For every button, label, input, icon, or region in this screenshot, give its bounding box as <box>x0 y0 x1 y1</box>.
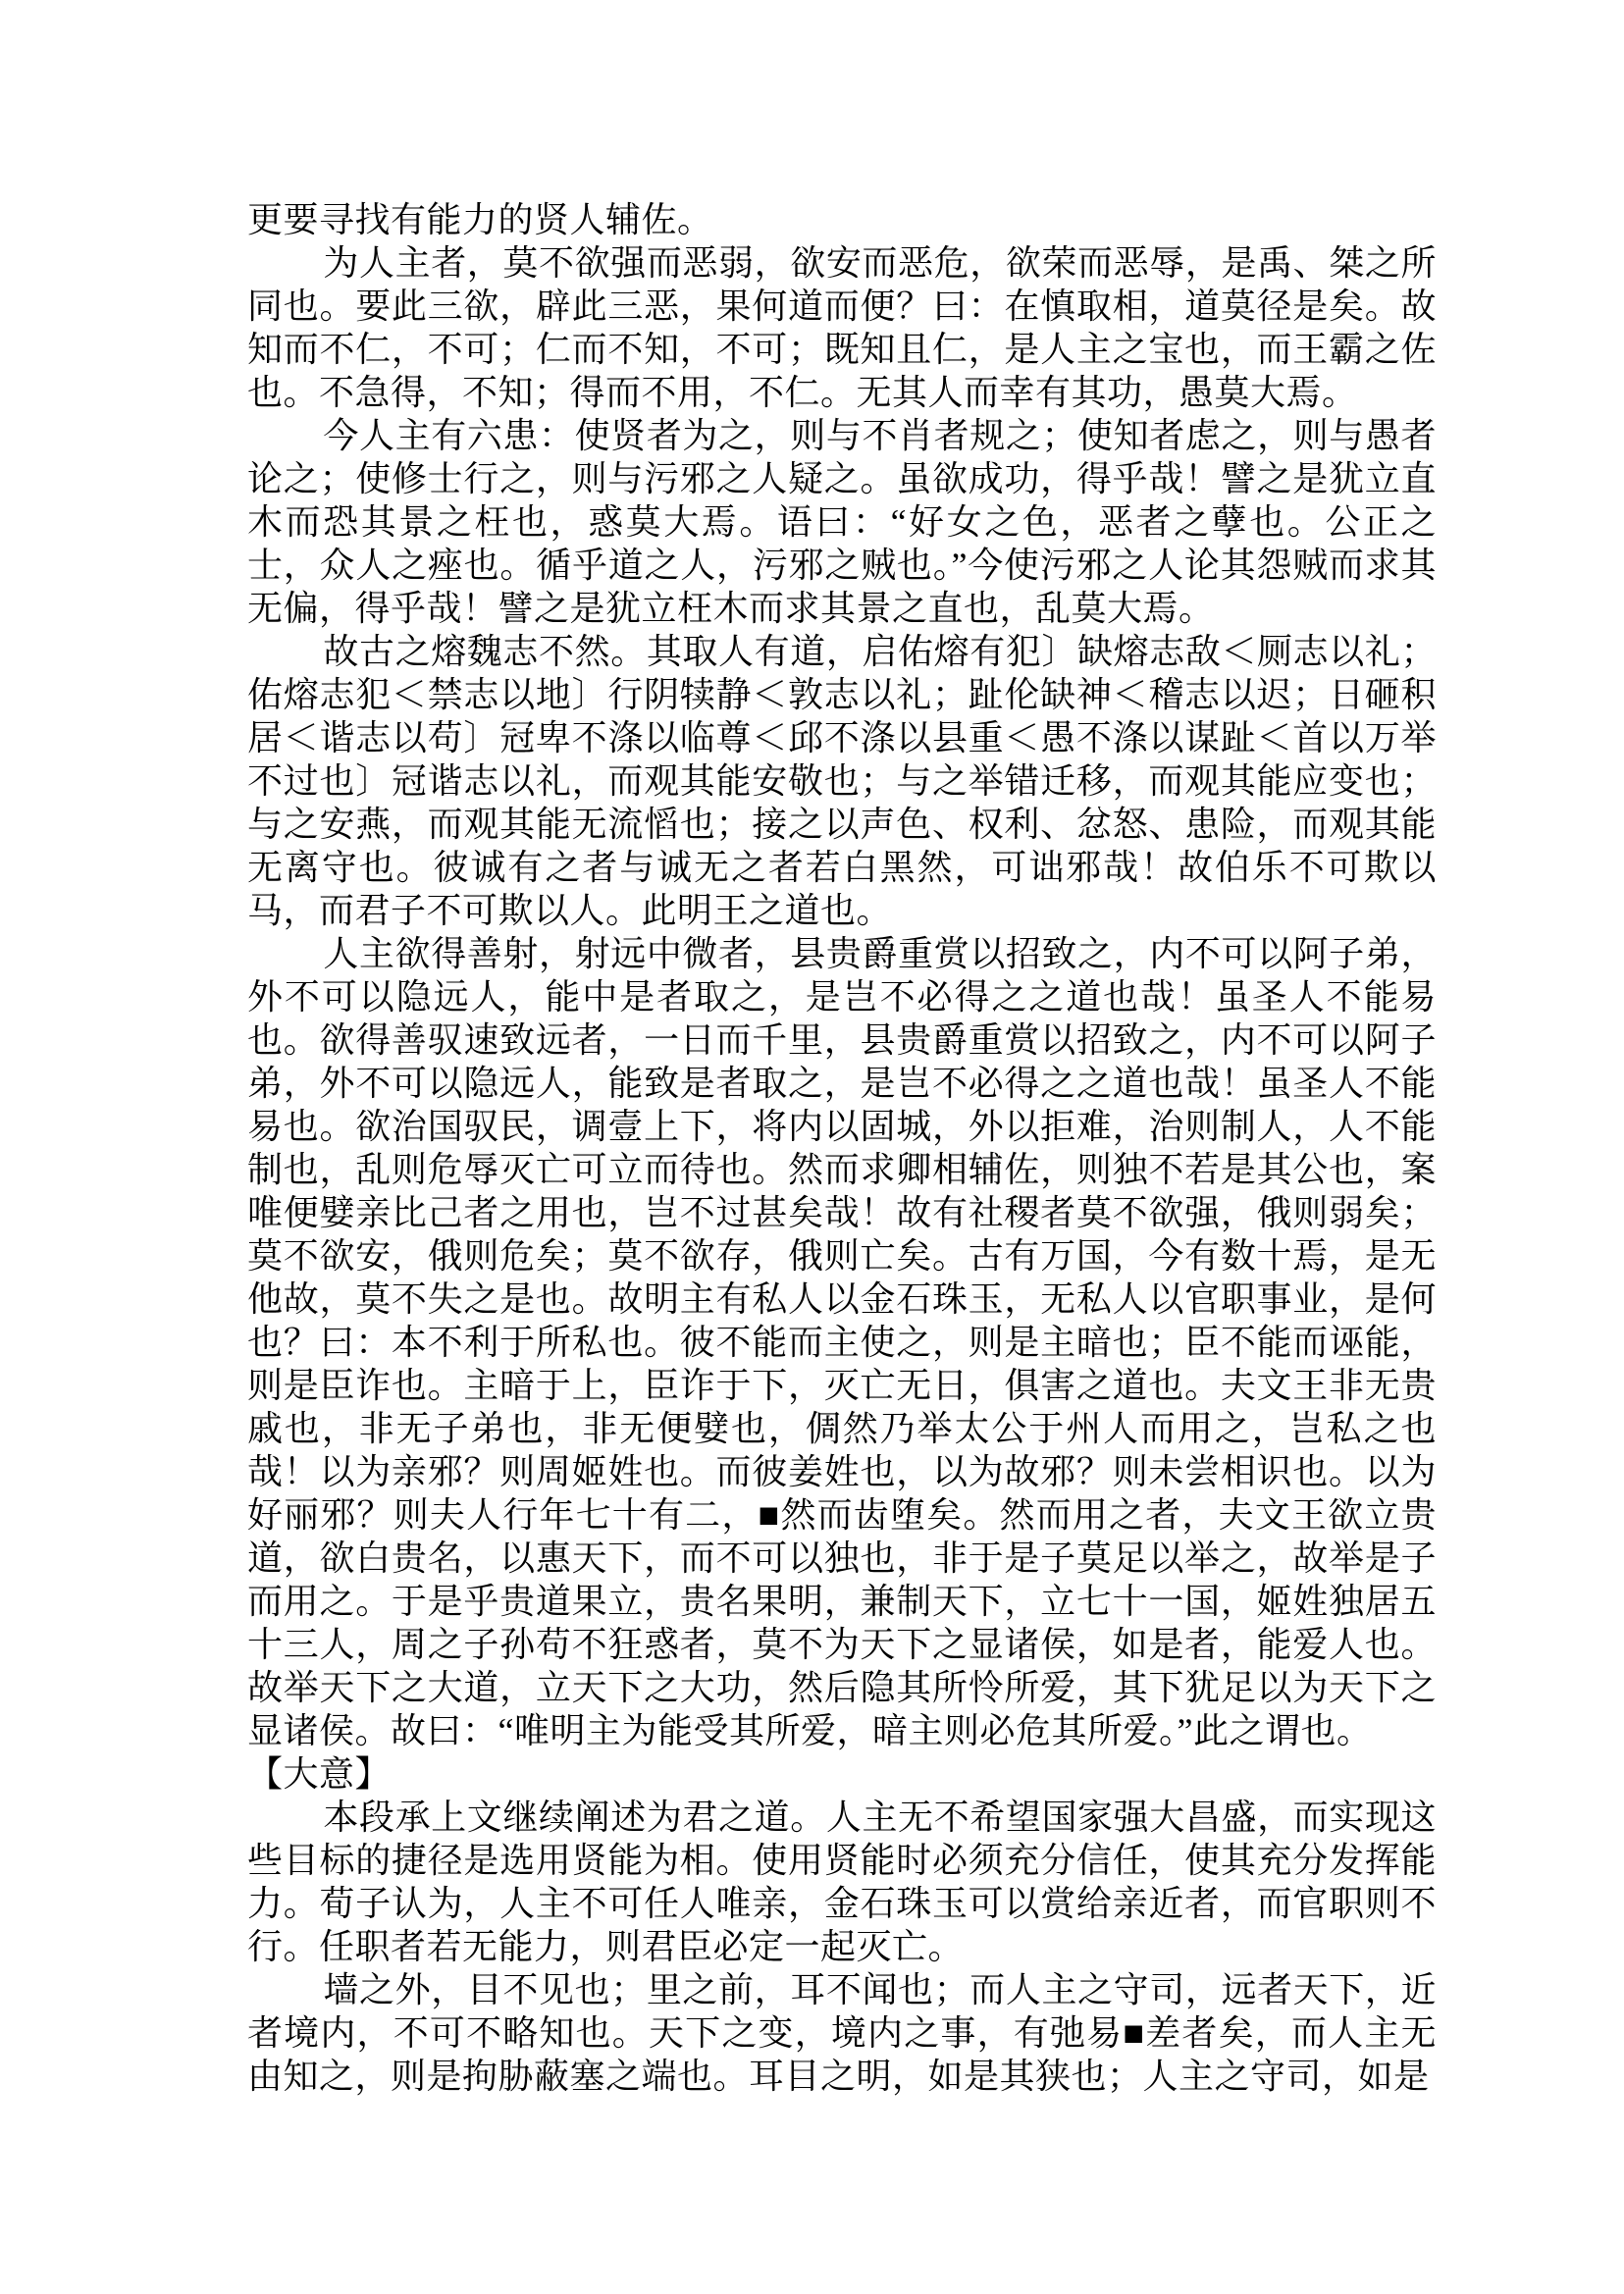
text-body <box>247 198 1437 2098</box>
paragraph: 本段承上文继续阐述为君之道。人主无不希望国家强大昌盛，而实现这些目标的捷径是选用贤能为相。使用贤能时必须充分信任，使其充分发挥能力。荀子认为，人主不可任人唯亲，金石珠玉可以赏给亲近者，而官职则不行。任职者若无能力，则君臣必定一起灭亡。 <box>247 1798 1437 1966</box>
paragraph: 为人主者，莫不欲强而恶弱，欲安而恶危，欲荣而恶辱，是禹、桀之所同也。要此三欲，辟此三恶，果何道而便？曰：在慎取相，道莫径是矣。故知而不仁，不可；仁而不知，不可；既知且仁，是人主之宝也，而王霸之佐也。不急得，不知；得而不用，不仁。无其人而幸有其功，愚莫大焉。 <box>247 243 1437 412</box>
section-heading: 【大意】 <box>247 1754 392 1794</box>
paragraph: 今人主有六患：使贤者为之，则与不肖者规之；使知者虑之，则与愚者论之；使修士行之，则与污邪之人疑之。虽欲成功，得乎哉！譬之是犹立直木而恐其景之枉也，惑莫大焉。语曰：“好女之色，恶者之孽也。公正之士，众人之痤也。循乎道之人，污邪之贼也。”今使污邪之人论其怨贼而求其无偏，得乎哉！譬之是犹立枉木而求其景之直也，乱莫大焉。 <box>247 416 1437 628</box>
paragraph: 墙之外，目不见也；里之前，耳不闻也；而人主之守司，远者天下，近者境内，不可不略知也。天下之变，境内之事，有弛易■差者矣，而人主无由知之，则是拘胁蔽塞之端也。耳目之明，如是其狭也；人主之守司，如是 <box>247 1970 1437 2096</box>
paragraph: 故古之熔魏志不然。其取人有道，启佑熔有犯〕缺熔志敌＜厕志以礼；佑熔志犯＜禁志以地〕行阴犊静＜敦志以礼；趾伦缺神＜稽志以迟；日砸积居＜谐志以苟〕冠卑不涤以临尊＜邱不涤以县重＜愚不涤以谋趾＜首以万举不过也〕冠谐志以礼，而观其能安敬也；与之举错迁移，而观其能应变也；与之安燕，而观其能无流慆也；接之以声色、权利、忿怒、患险，而观其能无离守也。彼诚有之者与诚无之者若白黑然，可诎邪哉！故伯乐不可欺以马，而君子不可欺以人。此明王之道也。 <box>247 632 1437 930</box>
paragraph: 人主欲得善射，射远中微者，县贵爵重赏以招致之，内不可以阿子弟，外不可以隐远人，能中是者取之，是岂不必得之之道也哉！虽圣人不能易也。欲得善驭速致远者，一日而千里，县贵爵重赏以招致之，内不可以阿子弟，外不可以隐远人，能致是者取之，是岂不必得之之道也哉！虽圣人不能易也。欲治国驭民，调壹上下，将内以固城，外以拒难，治则制人，人不能制也，乱则危辱灭亡可立而待也。然而求卿相辅佐，则独不若是其公也，案唯便嬖亲比己者之用也，岂不过甚矣哉！故有社稷者莫不欲强，俄则弱矣；莫不欲安，俄则危矣；莫不欲存，俄则亡矣。古有万国，今有数十焉，是无他故，莫不失之是也。故明主有私人以金石珠玉，无私人以官职事业，是何也？曰：本不利于所私也。彼不能而主使之，则是主暗也；臣不能而诬能，则是臣诈也。主暗于上，臣诈于下，灭亡无日，俱害之道也。夫文王非无贵戚也，非无子弟也，非无便嬖也，倜然乃举太公于州人而用之，岂私之也哉！以为亲邪？则周姬姓也。而彼姜姓也，以为故邪？则未尝相识也。以为好丽邪？则夫人行年七十有二，■然而齿堕矣。然而用之者，夫文王欲立贵道，欲白贵名，以惠天下，而不可以独也，非于是子莫足以举之，故举是子而用之。于是乎贵道果立，贵名果明，兼制天下，立七十一国，姬姓独居五十三人，周之子孙苟不狂惑者，莫不为天下之显诸侯，如是者，能爱人也。故举天下之大道，立天下之大功，然后隐其所怜所爱，其下犹足以为天下之显诸侯。故曰：“唯明主为能受其所爱，暗主则必危其所爱。”此之谓也。 <box>247 934 1437 1750</box>
paragraph-continuation: 更要寻找有能力的贤人辅佐。 <box>247 200 713 239</box>
